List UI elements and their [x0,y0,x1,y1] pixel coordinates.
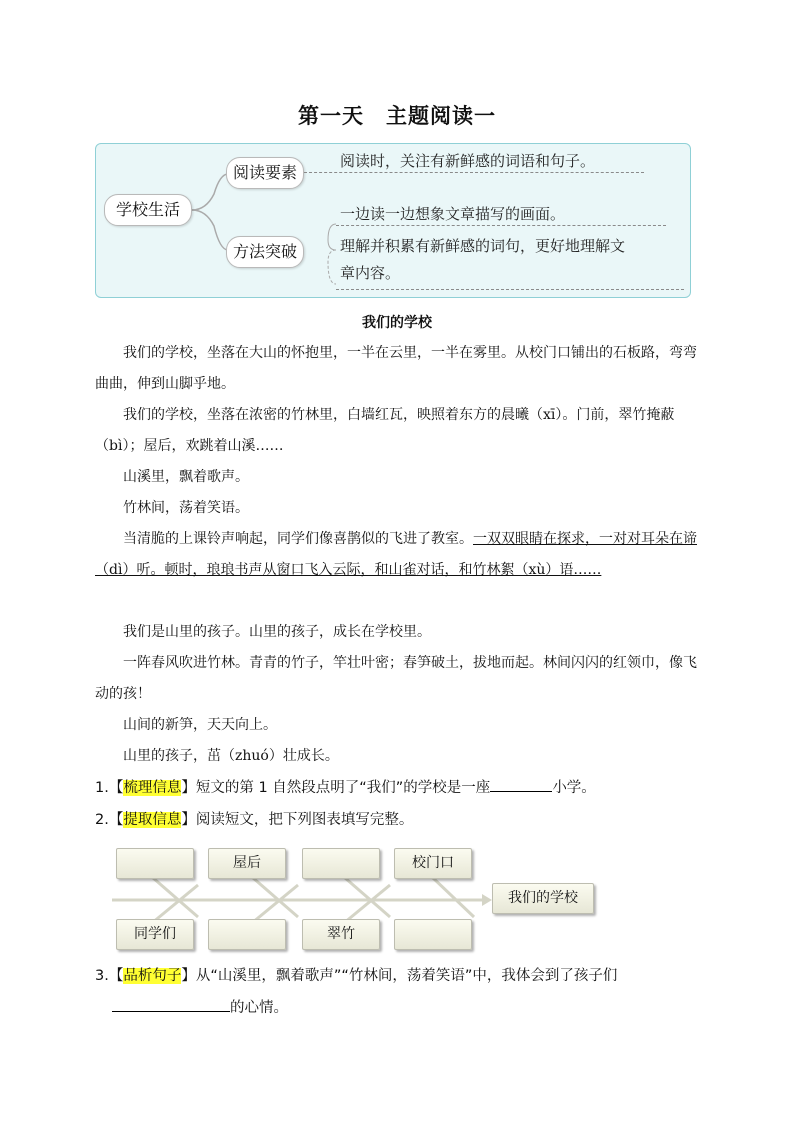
article-paragraph: 一阵春风吹进竹林。青青的竹子，竿壮叶密；春笋破土，拔地而起。林间闪闪的红领巾，像飞动的孩！ [95,655,697,702]
question-text: 阅读短文，把下列图表填写完整。 [195,812,414,828]
fishbone-box-blank[interactable] [394,919,472,950]
bracket: 【 [108,780,124,796]
question-3-line2 [112,993,732,1023]
article-paragraph [95,524,702,586]
question-text: 的心情。 [230,1000,288,1016]
article-paragraph: 我们是山里的孩子。山里的孩子，成长在学校里。 [123,624,431,640]
branch1-text: 阅读时，关注有新鲜感的词语和句子。 [340,152,596,170]
question-tag-highlight: 提取信息 [123,812,182,828]
branch2-text1: 一边读一边想象文章描写的画面。 [340,205,566,223]
answer-blank[interactable] [112,995,230,1012]
fishbone-box-blank[interactable] [302,848,380,879]
bracket: 】 [181,812,196,828]
fishbone-box-tongxuemen: 同学们 [116,919,194,950]
question-text: 小学。 [552,780,596,796]
answer-blank[interactable] [490,775,552,792]
question-text: 从“山溪里，飘着歌声”“竹林间，荡着笑语”中，我体会到了孩子们 [195,968,618,984]
fishbone-head-box: 我们的学校 [492,883,594,914]
fishbone-box-cuizhu: 翠竹 [302,919,380,950]
question-3 [95,961,705,991]
question-number: 2. [95,812,109,828]
bracket: 【 [108,812,124,828]
dashed-line [304,172,644,173]
question-1 [95,773,715,803]
fishbone-box-wuhou: 屋后 [208,848,286,879]
bracket: 【 [108,968,124,984]
fishbone-box-blank[interactable] [116,848,194,879]
article-paragraph: 竹林间，荡着笑语。 [123,500,249,516]
question-tag-highlight: 梳理信息 [123,780,182,796]
paragraph-text: 当清脆的上课铃声响起，同学们像喜鹊似的飞进了教室。 [123,531,473,547]
dashed-line [336,289,684,290]
article-paragraph: 山里的孩子，茁（zhuó）壮成长。 [123,748,339,764]
page-title: 第一天 主题阅读一 [298,104,496,128]
fishbone-box-blank[interactable] [208,919,286,950]
article-title: 我们的学校 [362,315,432,331]
article-paragraph: 山间的新笋，天天向上。 [123,717,277,733]
question-number: 3. [95,968,109,984]
center-theme-pill: 学校生活 [104,194,192,226]
article-paragraph: 我们的学校，坐落在浓密的竹林里，白墙红瓦，映照着东方的晨曦（xī）。门前，翠竹掩蔽（bì）；屋后，欢跳着山溪…… [95,407,675,454]
branch-method-pill: 方法突破 [226,236,304,268]
dashed-line [336,225,666,226]
question-text: 短文的第 1 自然段点明了“我们”的学校是一座 [195,780,491,796]
article-paragraph: 山溪里，飘着歌声。 [123,469,249,485]
fishbone-diagram [112,845,602,955]
fishbone-box-xiaomenkou: 校门口 [394,848,472,879]
branch-reading-element-pill: 阅读要素 [226,157,304,189]
question-2 [95,805,715,835]
question-number: 1. [95,780,109,796]
bracket: 】 [181,780,196,796]
underlined-sentence: 一双双眼睛在探求，一对对耳朵在谛（dì）听。顿时，琅琅书声从窗口飞入云际，和山雀对话，和竹林絮（xù）语…… [95,531,697,578]
question-tag-highlight: 品析句子 [123,968,182,984]
branch2-text2-line2: 章内容。 [340,264,401,282]
article-paragraph: 我们的学校，坐落在大山的怀抱里，一半在云里，一半在雾里。从校门口铺出的石板路，弯弯曲曲，伸到山脚乎地。 [95,345,697,392]
branch2-text2-line1: 理解并积累有新鲜感的词句，更好地理解文 [340,237,626,255]
theme-box [95,143,691,298]
bracket: 】 [181,968,196,984]
